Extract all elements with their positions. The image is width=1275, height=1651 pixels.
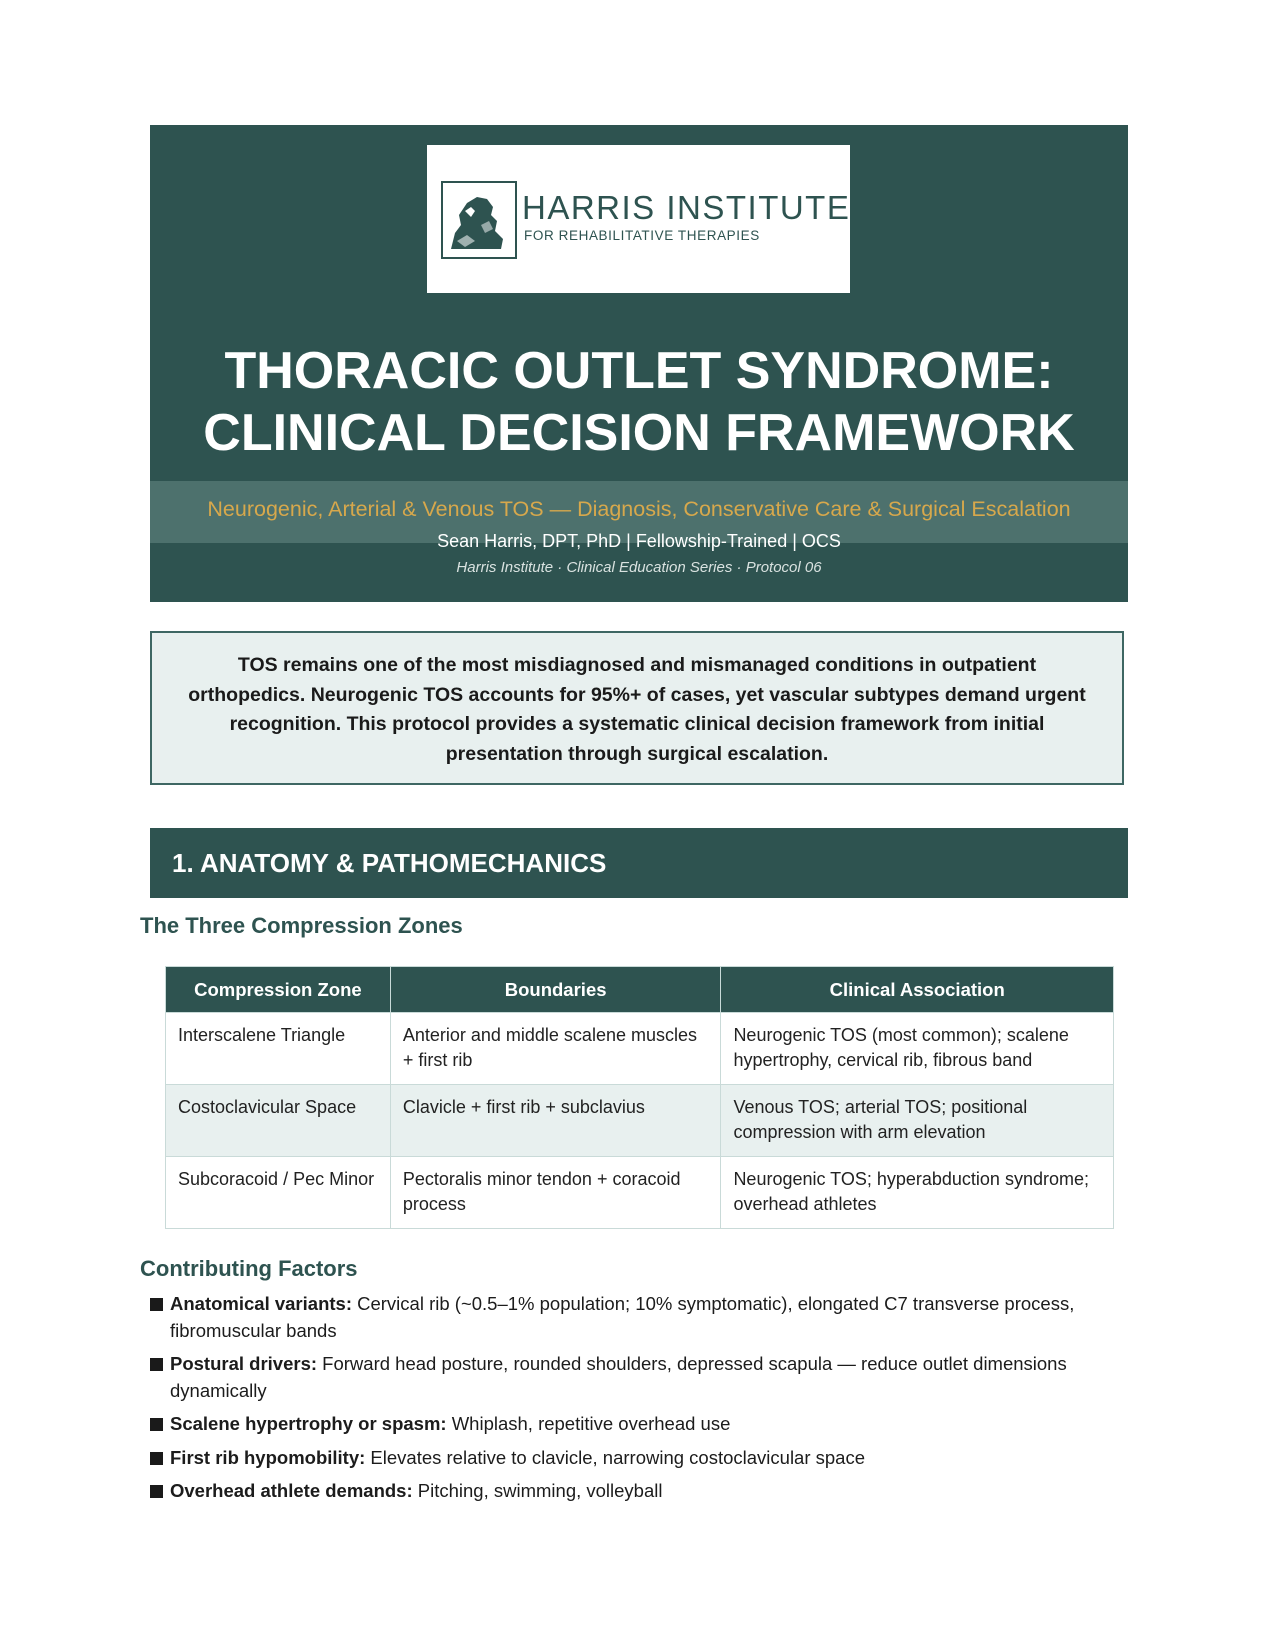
logo-tagline: FOR REHABILITATIVE THERAPIES [524,228,760,243]
author-line: Sean Harris, DPT, PhD | Fellowship-Trained | OCS [437,531,841,551]
zones-heading: The Three Compression Zones [140,913,463,938]
factors-heading: Contributing Factors [140,1256,358,1281]
list-item [150,1411,1140,1438]
table-cell: Anterior and middle scalene muscles + first rib [390,1013,721,1085]
compression-zones-table [165,966,1114,1229]
list-item [150,1351,1140,1404]
square-bullet-icon [150,1358,163,1371]
factor-text: Whiplash, repetitive overhead use [446,1413,731,1434]
table-cell: Costoclavicular Space [166,1085,391,1157]
list-item [150,1445,1140,1472]
column-header: Clinical Association [721,967,1114,1013]
table-cell: Venous TOS; arterial TOS; positional compression with arm elevation [721,1085,1114,1157]
table-cell: Neurogenic TOS (most common); scalene hypertrophy, cervical rib, fibrous band [721,1013,1114,1085]
series-line: Harris Institute · Clinical Education Series · Protocol 06 [456,559,822,576]
table-cell: Neurogenic TOS; hyperabduction syndrome; overhead athletes [721,1157,1114,1229]
table-row [166,1085,1114,1157]
factor-text: Cervical rib (~0.5–1% population; 10% symptomatic), elongated C7 transverse process, fibromuscular bands [170,1293,1075,1341]
table-cell: Subcoracoid / Pec Minor [166,1157,391,1229]
intro-callout [150,631,1124,785]
factor-label: Anatomical variants: [170,1293,352,1314]
contributing-factors-list [150,1291,1140,1512]
table-cell: Interscalene Triangle [166,1013,391,1085]
factor-label: Postural drivers: [170,1353,318,1374]
table-row [166,1157,1114,1229]
intro-text: TOS remains one of the most misdiagnosed and mismanaged conditions in outpatient orthopedics. Neurogenic TOS accounts for 95%+ of cases, yet vascular subtypes demand urgent recognition. This protocol provides a systematic clinical decision framework from initial presentation through surgical escalation. [188,654,1086,765]
table-header-row [166,967,1114,1013]
factor-label: Overhead athlete demands: [170,1480,413,1501]
page-title [150,340,1128,464]
square-bullet-icon [150,1452,163,1465]
lion-emblem-icon [441,181,517,259]
subtitle: Neurogenic, Arterial & Venous TOS — Diagnosis, Conservative Care & Surgical Escalation [207,497,1071,521]
list-item [150,1291,1140,1344]
list-item [150,1478,1140,1505]
institute-logo [427,145,850,293]
factor-label: First rib hypomobility: [170,1446,366,1468]
logo-name: HARRIS INSTITUTE [522,189,851,226]
factor-text: Elevates relative to clavicle, narrowing costoclavicular space [365,1446,866,1468]
square-bullet-icon [150,1298,163,1311]
title-line-2: CLINICAL DECISION FRAMEWORK [203,404,1075,462]
table-cell: Pectoralis minor tendon + coracoid process [390,1157,721,1229]
title-line-1: THORACIC OUTLET SYNDROME: [224,342,1054,400]
section-header [150,828,1128,898]
factor-label: Scalene hypertrophy or spasm: [170,1413,447,1434]
column-header: Compression Zone [166,967,391,1013]
header-banner [150,125,1128,602]
square-bullet-icon [150,1485,163,1498]
column-header: Boundaries [390,967,721,1013]
factor-text: Pitching, swimming, volleyball [412,1480,663,1501]
table-row [166,1013,1114,1085]
table-cell: Clavicle + first rib + subclavius [390,1085,721,1157]
square-bullet-icon [150,1418,163,1431]
factor-text: Forward head posture, rounded shoulders, depressed scapula — reduce outlet dimensions dynamically [170,1353,1067,1401]
section-title: 1. ANATOMY & PATHOMECHANICS [172,848,607,878]
